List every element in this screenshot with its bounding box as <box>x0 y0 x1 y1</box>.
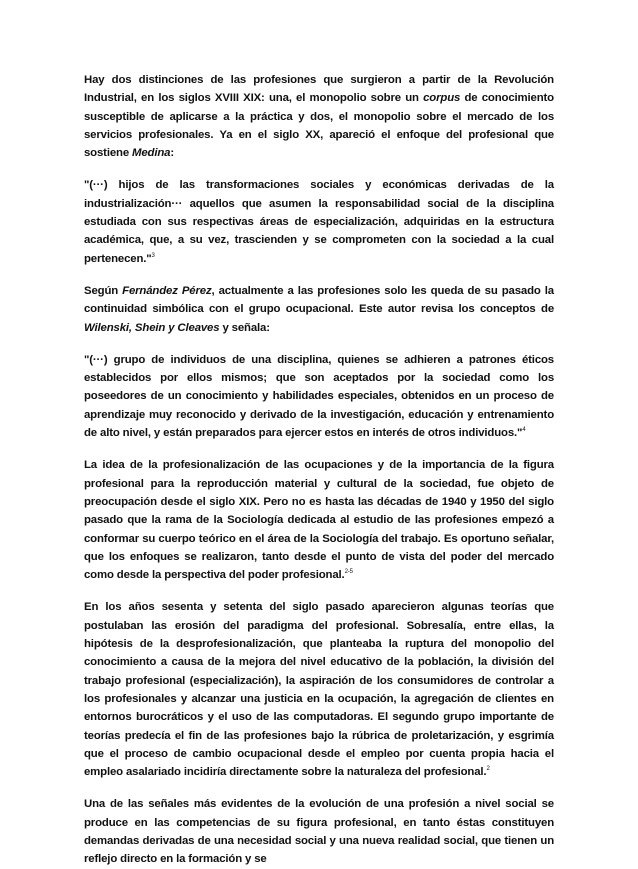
paragraph-3-italic-author: Fernández Pérez <box>122 284 212 297</box>
paragraph-5 <box>84 456 554 584</box>
paragraph-1-italic-corpus: corpus <box>423 92 461 105</box>
paragraph-6 <box>84 598 554 781</box>
paragraph-1-italic-medina: Medina <box>132 147 171 160</box>
paragraph-2-text: "(···) hijos de las transformaciones sociales y económicas derivadas de la industrialización··· aquellos que asumen la responsabilidad social de la disciplina estudiada con sus respectivas áreas de especialización, adquiridas en la estructura académica, que, a su vez, trascienden y se comprometen con la sociedad a la cual pertenecen." <box>84 179 554 265</box>
paragraph-4-quote <box>84 351 554 442</box>
paragraph-7-text: Una de las señales más evidentes de la evolución de una profesión a nivel social se produce en las competencias de su figura profesional, en tanto éstas constituyen demandas derivadas de una necesidad social y una nueva realidad social, que tienen un reflejo directo en la formación y se <box>84 798 554 866</box>
paragraph-1 <box>84 71 554 162</box>
paragraph-3-text-a: Según <box>84 284 123 297</box>
paragraph-1-text-c: : <box>170 147 175 160</box>
footnote-ref-2: 2 <box>486 766 490 773</box>
footnote-ref-2-5: 2-5 <box>344 569 353 576</box>
paragraph-6-text: En los años sesenta y setenta del siglo pasado aparecieron algunas teorías que postulaban las erosión del paradigma del profesional. Sobresalía, entre ellas, la hipótesis de la desprofesionalización, que planteaba la ruptura del monopolio del conocimiento a causa de la mejora del nivel educativo de la población, la división del trabajo profesional (especialización), la aspiración de los consumidores de controlar a los profesionales y alcanzar una justicia en la ocupación, la agregación de clientes en entornos burocráticos y el uso de las computadoras. El segundo grupo importante de teorías predecía el fin de las profesiones bajo la rúbrica de proletarización, y esgrimía que el proceso de cambio ocupacional desde el empleo por cuenta propia hacia el empleo asalariado incidiría directamente sobre la naturaleza del profesional. <box>84 601 554 779</box>
footnote-ref-3: 3 <box>151 252 155 259</box>
paragraph-3-text-c: y señala: <box>219 321 270 334</box>
paragraph-1-text-b: de conocimiento susceptible de aplicarse a la práctica y dos, el monopolio sobre el mercado de los servicios profesionales. Ya en el siglo XX, apareció el enfoque del profesional que sostiene <box>84 92 554 160</box>
paragraph-5-text: La idea de la profesionalización de las ocupaciones y de la importancia de la figura profesional para la reproducción material y cultural de la sociedad, fue objeto de preocupación desde el siglo XIX. Pero no es hasta las décadas de 1940 y 1950 del siglo pasado que la rama de la Sociología dedicada al estudio de las profesiones empezó a conformar su cuerpo teórico en el área de la Sociología del trabajo. Es oportuno señalar, que los enfoques se realizaron, tanto desde el punto de vista del poder del mercado como desde la perspectiva del poder profesional. <box>84 459 554 582</box>
paragraph-2-quote <box>84 176 554 267</box>
paragraph-3-text-b: , actualmente a las profesiones solo les queda de su pasado la continuidad simbólica con el grupo ocupacional. Este autor revisa los conceptos de <box>84 284 554 316</box>
paragraph-4-text: "(···) grupo de individuos de una disciplina, quienes se adhieren a patrones éticos establecidos por ellos mismos; que son aceptados por la sociedad como los poseedores de un conocimiento y habilidades especiales, obtenidos en un proceso de aprendizaje muy reconocido y derivado de la investigación, educación y entrenamiento de alto nivel, y están preparados para ejercer estos en interés de otros individuos." <box>84 353 554 440</box>
footnote-ref-4: 4 <box>522 427 526 434</box>
paragraph-7 <box>84 795 554 868</box>
document-body <box>84 71 554 869</box>
paragraph-3-italic-authors: Wilenski, Shein y Cleaves <box>84 321 220 334</box>
paragraph-1-text-a: Hay dos distinciones de las profesiones que surgieron a partir de la Revolución Industrial, en los siglos XVIII XIX: una, el monopolio sobre un <box>84 74 554 105</box>
paragraph-3 <box>84 282 554 337</box>
